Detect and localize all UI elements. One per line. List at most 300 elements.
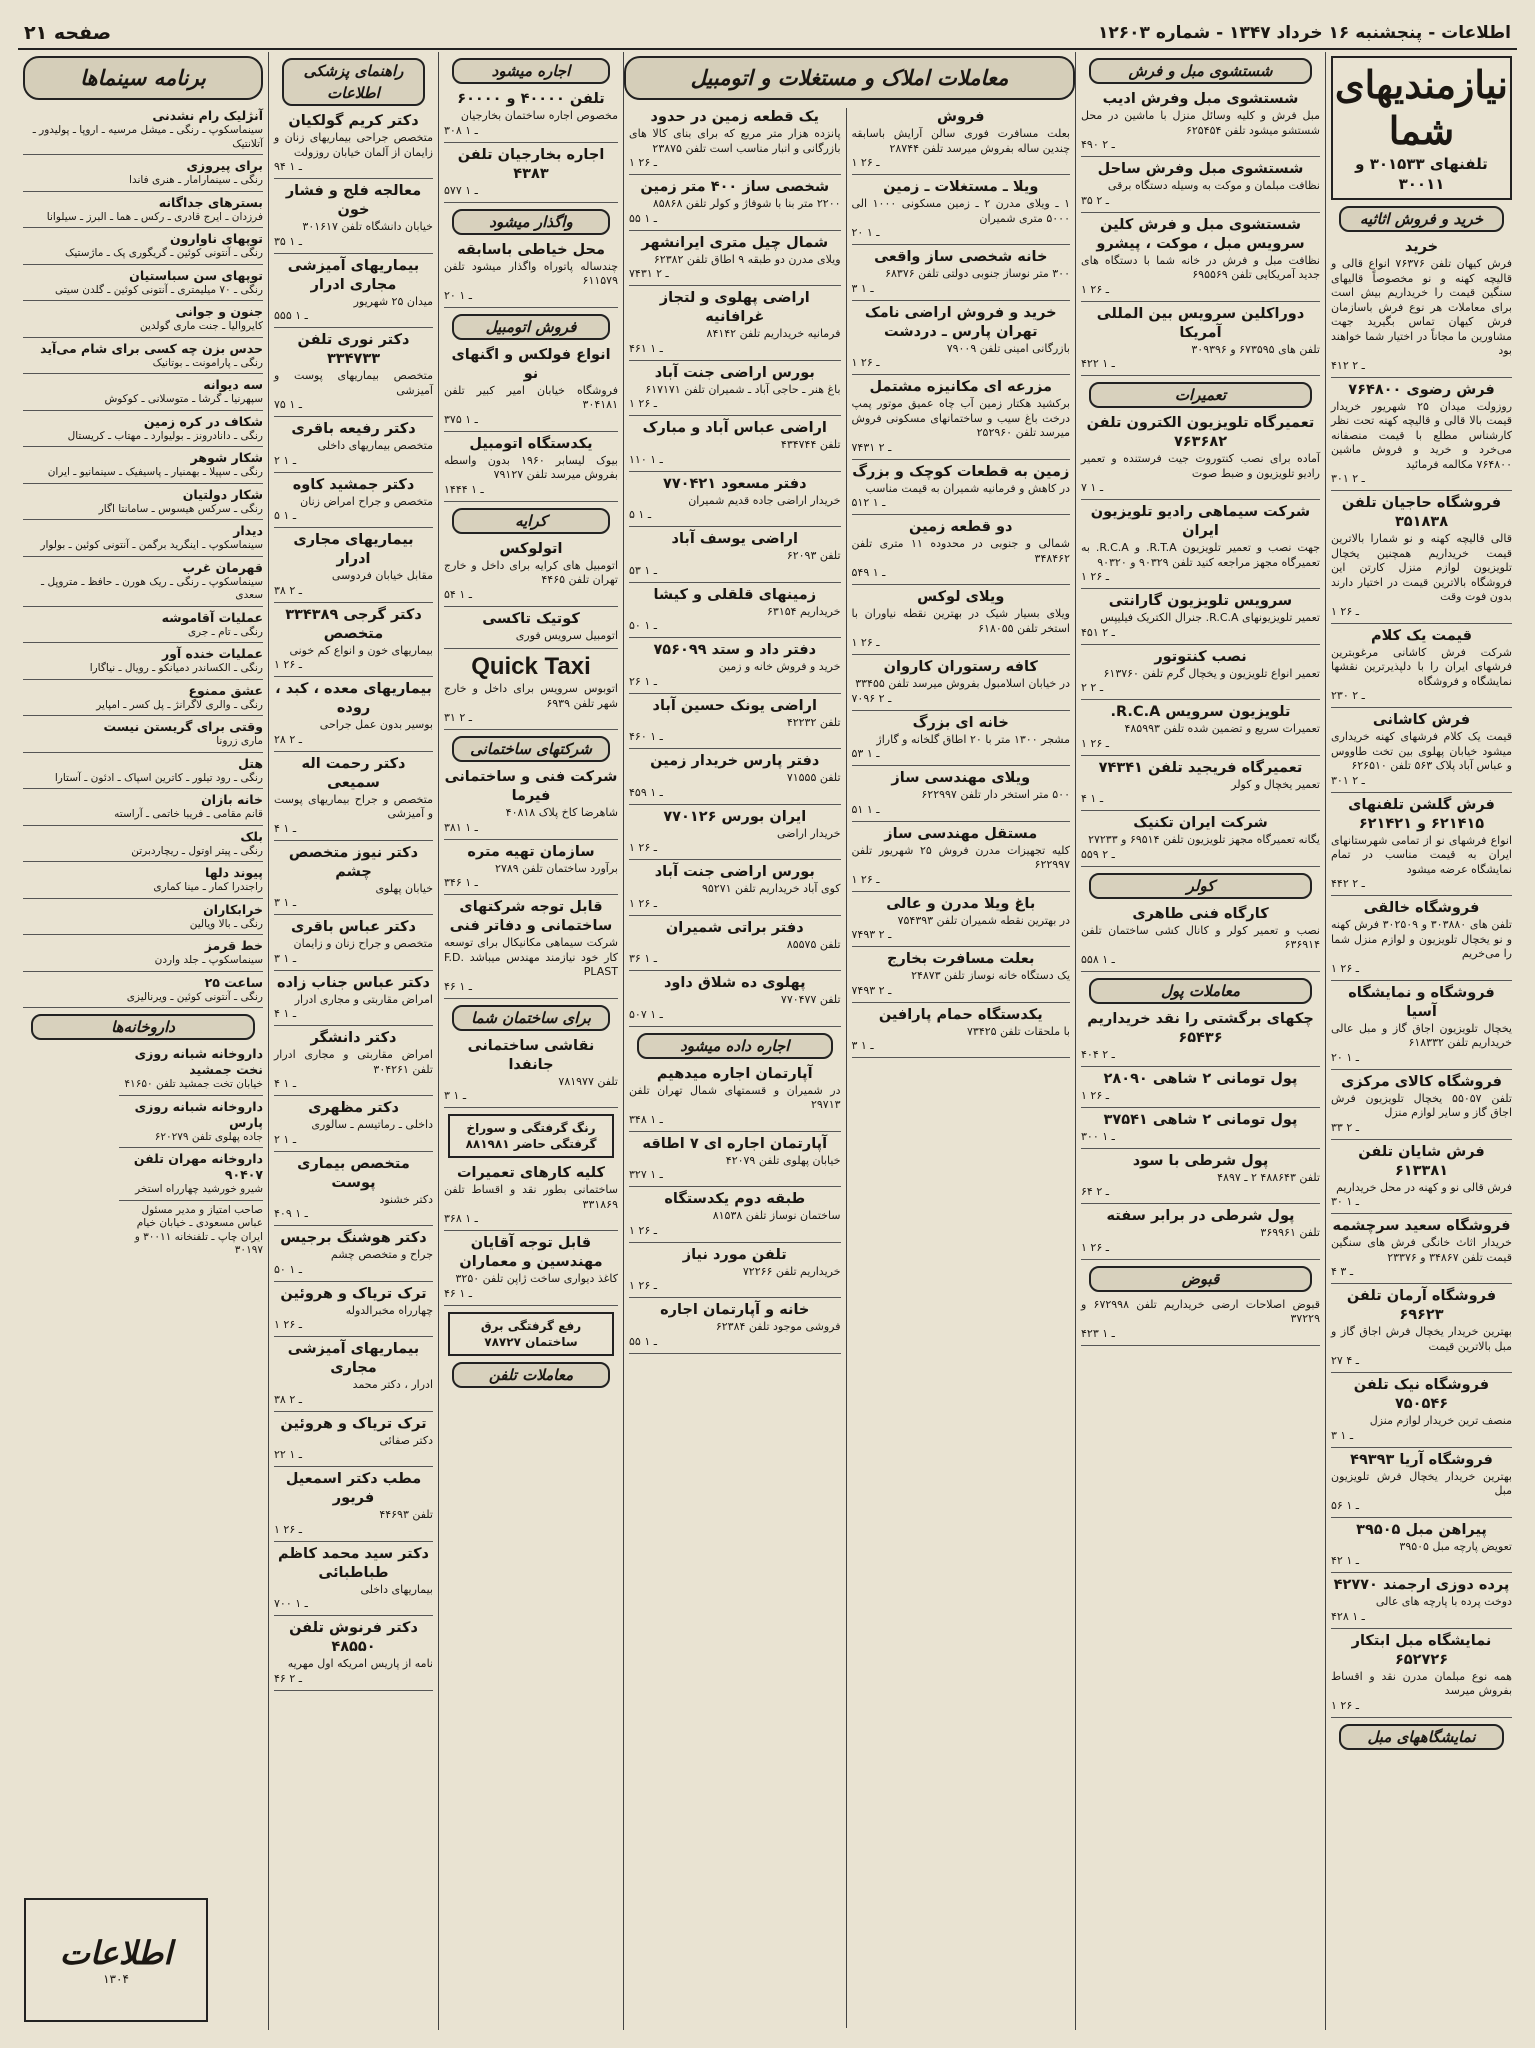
divider bbox=[23, 606, 263, 607]
ad-body: شمالی و جنوبی در محدوده ۱۱ متری تلفن ۳۴۸۴۶۲ bbox=[851, 537, 1070, 565]
ad-body: امراض مقاربتی و مجاری ادرار تلفن ۳۰۴۲۶۱ bbox=[274, 1048, 433, 1076]
ad-code: ۲ ـ ۱ bbox=[274, 1132, 297, 1146]
classified-ad bbox=[444, 843, 618, 890]
divider bbox=[1081, 755, 1320, 756]
classified-ad bbox=[629, 530, 841, 577]
ad-body: ۲۲۰۰ متر بنا با شوفاژ و کولر تلفن ۸۵۸۶۸ bbox=[652, 197, 841, 210]
ad-heading: ویلا ـ مستغلات ـ زمین bbox=[883, 179, 1039, 195]
classified-ad bbox=[1081, 1010, 1320, 1061]
divider bbox=[274, 1466, 433, 1467]
listing-item bbox=[23, 560, 263, 603]
ad-body: شاهرضا کاخ پلاک ۴۰۸۱۸ bbox=[505, 806, 618, 819]
classified-ad bbox=[852, 463, 1070, 510]
ad-body: پانزده هزار متر مربع که برای بنای کالا های بازرگانی و انبار مناسب است تلفن ۲۳۸۷۵ bbox=[629, 127, 841, 155]
ad-heading: فروشگاه خالقی bbox=[1363, 900, 1480, 916]
classified-ad bbox=[444, 682, 618, 724]
ad-code: ۵۵۵ ـ ۱ bbox=[274, 309, 308, 322]
ad-heading: جنون و جوانی bbox=[175, 304, 263, 319]
classified-ad bbox=[1331, 627, 1512, 703]
ad-body: رنگی ـ بالا ویالین bbox=[189, 917, 263, 930]
classified-ad bbox=[1081, 1298, 1320, 1340]
ad-code: ۷۴۳۱ ـ ۲ bbox=[851, 440, 892, 454]
classified-ad bbox=[1331, 984, 1512, 1064]
ad-heading: یکدستگاه حمام پارافین bbox=[878, 1006, 1043, 1023]
classified-ad bbox=[1331, 1287, 1512, 1367]
ad-heading: پول شرطی در برابر سفته bbox=[1106, 1208, 1295, 1224]
ad-code: ۱ ـ ۲۶ bbox=[629, 1223, 657, 1237]
classified-ad bbox=[444, 610, 618, 644]
classified-ad bbox=[274, 1340, 433, 1406]
classified-ad bbox=[1081, 305, 1320, 371]
listing-item bbox=[23, 792, 263, 822]
ad-heading: قیمت یک کلام bbox=[1371, 627, 1472, 644]
ad-body: رنگی ـ الکساندر دمیانکو ـ رویال ـ نیاگارا bbox=[89, 662, 263, 674]
divider bbox=[274, 327, 433, 328]
ad-code: ۷۴۹۳ ـ ۲ bbox=[851, 928, 892, 941]
classified-ad bbox=[1081, 703, 1320, 750]
ad-heading: کلیه کارهای تعمیرات bbox=[456, 1165, 605, 1181]
ad-code: ۴۴۲ ـ ۲ bbox=[1331, 877, 1365, 890]
divider bbox=[444, 1305, 618, 1306]
ad-heading: قابل توجه شرکتهای ساختمانی و دفاتر فنی bbox=[449, 899, 613, 934]
ad-body: سینماسکوپ ـ جلد واردن bbox=[154, 954, 263, 966]
divider bbox=[23, 154, 263, 155]
section-for-rent: اجاره داده میشود bbox=[637, 1033, 833, 1059]
ad-body: ۵۰۰ متر استخر دار تلفن ۶۲۲۹۹۷ bbox=[921, 788, 1070, 801]
columns bbox=[18, 52, 1517, 2030]
section-construction-companies: شرکتهای ساختمانی bbox=[452, 736, 610, 762]
ad-body: متخصص جراحی بیماریهای زنان و زایمان از آلمان خیابان روزولت bbox=[274, 131, 433, 159]
ad-code: ۷۴۹۳ ـ ۲ bbox=[851, 983, 892, 997]
divider bbox=[852, 584, 1070, 585]
classified-ad bbox=[629, 697, 841, 744]
ad-heading: فروشگاه آرمان تلفن ۶۹۶۲۳ bbox=[1346, 1288, 1497, 1323]
classified-ad bbox=[1331, 899, 1512, 975]
listing-item bbox=[23, 487, 263, 517]
divider bbox=[852, 821, 1070, 822]
ad-body: تلفن ۴۴۶۹۳ bbox=[379, 1508, 433, 1521]
ad-body: بهترین خریدار یخچال فرش تلویزیون مبل bbox=[1331, 1469, 1512, 1497]
ad-code: ۲۷ ـ ۴ bbox=[1331, 1354, 1359, 1367]
quick-taxi-logo: Quick Taxi bbox=[471, 653, 591, 680]
ad-body: تلفن ۷۱۵۵۵ bbox=[786, 771, 841, 784]
ad-body: قانم مقامی ـ فریبا خاتمی ـ آراسته bbox=[114, 808, 263, 820]
classified-ad bbox=[852, 1006, 1070, 1053]
ad-code: ۵۵ ـ ۱ bbox=[629, 1334, 657, 1348]
publisher-note bbox=[119, 1204, 263, 1258]
divider bbox=[1081, 588, 1320, 589]
ad-heading: معالجه فلج و فشار خون bbox=[285, 183, 422, 218]
ad-body: قبوض اصلاحات ارضی خریداریم تلفن ۶۷۲۹۹۸ و ۳۷۲۲۹ bbox=[1081, 1297, 1321, 1325]
classified-ad bbox=[629, 1135, 841, 1182]
ad-code: ۵۵۸ ـ ۱ bbox=[1081, 952, 1115, 966]
boxed-ad: رنگ گرفتگی و سوراخ گرفتگی حاضر ۸۸۱۹۸۱ bbox=[448, 1114, 614, 1158]
ad-body: برکشید هکتار زمین آب چاه عمیق موتور پمپ درخت باغ سیب و ساختمانهای مسکونی فروش میرسد تلفن ۲۵۲۹۶۰ bbox=[851, 397, 1070, 439]
ad-heading: مستقل مهندسی ساز bbox=[884, 825, 1038, 842]
ad-code: ۵۰ ـ ۱ bbox=[629, 619, 657, 632]
ad-body: راجندرا کمار ـ مینا کماری bbox=[153, 881, 263, 893]
ad-code: ۵ ـ ۱ bbox=[629, 508, 652, 521]
section-furniture: نمایشگاههای مبل bbox=[1339, 1724, 1504, 1750]
ad-code: ۳۵ ـ ۱ bbox=[274, 234, 302, 248]
ad-heading: پول شرطی با سود bbox=[1132, 1152, 1269, 1169]
classified-ad bbox=[1081, 216, 1320, 296]
ad-code: ۵۳ ـ ۱ bbox=[629, 563, 657, 577]
ad-body: تعمیر انواع تلویزیون و یخچال گرم تلفن ۶۱۳۷۶۰ bbox=[1103, 666, 1320, 680]
classified-ad bbox=[852, 658, 1070, 705]
ad-heading: شستشوی مبل وفرش ادیب bbox=[1102, 91, 1299, 107]
ad-body: متخصص و جراح امراض زنان bbox=[300, 494, 433, 508]
divider bbox=[1331, 895, 1512, 896]
classified-ad bbox=[274, 1155, 433, 1221]
ad-code: ۹۴ ـ ۱ bbox=[274, 160, 302, 173]
section-receipts: قبوض bbox=[1089, 1266, 1312, 1292]
ad-body: یگانه تعمیرگاه مجهز تلویزیون تلفن ۶۹۵۱۴ و ۲۷۲۳۳ bbox=[1088, 833, 1320, 846]
ad-code: ۶۴ ـ ۲ bbox=[1081, 1185, 1109, 1198]
divider bbox=[852, 765, 1070, 766]
ad-code: ۵۱ ـ ۱ bbox=[851, 802, 880, 816]
divider bbox=[629, 748, 841, 749]
classified-ad bbox=[629, 863, 841, 910]
classified-ad bbox=[274, 1619, 433, 1685]
ad-code: ۲ ـ ۲ bbox=[1081, 681, 1104, 694]
classified-ad bbox=[629, 974, 841, 1021]
ad-heading: شکاف در کره زمین bbox=[143, 413, 263, 429]
ad-code: ۱ ـ ۲۶ bbox=[1081, 1088, 1109, 1102]
ad-body: سینماسکوپ ـ رنگی ـ ریک هورن ـ حافظ ـ متروپل ـ سعدی bbox=[41, 575, 263, 601]
classified-ad bbox=[1081, 1111, 1320, 1143]
ad-code: ۵۳ ـ ۱ bbox=[851, 747, 880, 760]
divider bbox=[629, 174, 841, 175]
ad-code: ۳ ـ ۱ bbox=[1331, 1428, 1354, 1442]
classified-ad bbox=[274, 918, 433, 965]
ad-code: ۱ ـ ۲۶ bbox=[851, 156, 880, 169]
classified-ad bbox=[629, 1190, 841, 1237]
ad-heading: محل خیاطی باسابقه bbox=[457, 241, 605, 258]
ad-code: ۵۷۷ ـ ۱ bbox=[444, 183, 478, 197]
ad-heading: دکتر سید محمد کاظم طباطبائی bbox=[278, 1545, 429, 1581]
ad-code: ۱ ـ ۲۶ bbox=[274, 1318, 302, 1331]
ad-body: خریدار اثاث خانگی فرش های سنگین قیمت تلفن ۳۴۸۶۷ و ۲۳۳۷۶ bbox=[1331, 1236, 1512, 1264]
ad-body: نظافت مبلمان و موکت به وسیله دستگاه برقی bbox=[1107, 179, 1320, 192]
ad-heading: حدس بزن چه کسی برای شام می‌آید bbox=[40, 340, 263, 356]
ad-body: رنگی ـ دانادرونز ـ بولیوارد ـ مهتاب ـ کریستال bbox=[67, 429, 263, 442]
classified-ad bbox=[1081, 160, 1320, 207]
divider bbox=[274, 1541, 433, 1542]
ad-body: رنگی ـ آنتونی کوئین ـ ویرنالیزی bbox=[126, 990, 263, 1003]
divider bbox=[1331, 490, 1512, 491]
ad-code: ۳۸ ـ ۲ bbox=[274, 583, 302, 597]
listing-item bbox=[23, 829, 263, 859]
section-wash: شستشوی مبل و فرش bbox=[1089, 58, 1312, 84]
divider bbox=[629, 1242, 841, 1243]
ad-heading: دفتر پارس خریدار زمین bbox=[650, 753, 820, 769]
ad-body: خیابان پهلوی تلفن ۴۲۰۷۹ bbox=[725, 1153, 841, 1167]
ad-body: مخصوص اجاره ساختمان بخارجیان bbox=[460, 109, 618, 122]
ad-body: جراح و متخصص چشم bbox=[330, 1248, 433, 1261]
ad-heading: ساعت ۲۵ bbox=[204, 974, 263, 990]
ad-heading: یکدستگاه اتومبیل bbox=[469, 435, 593, 452]
ad-code: ۳۲۷ ـ ۱ bbox=[629, 1168, 663, 1181]
classified-ad bbox=[274, 112, 433, 173]
ad-body: خریدار اراضی جاده قدیم شمیران bbox=[688, 493, 841, 507]
ad-heading: آپارتمان اجاره ای ۷ اطاقه bbox=[642, 1135, 828, 1152]
ad-heading: دکتر عباس باقری bbox=[291, 919, 416, 935]
ad-heading: پهلوی ده شلاق داود bbox=[663, 975, 806, 991]
section-car-sale: فروش اتومبیل bbox=[452, 314, 610, 340]
ad-code: ۲۰ ـ ۱ bbox=[1331, 1050, 1359, 1064]
ad-body: خیابان دانشگاه تلفن ۳۰۱۶۱۷ bbox=[302, 220, 433, 233]
ad-code: ۵۶ ـ ۱ bbox=[1331, 1498, 1359, 1512]
divider bbox=[629, 526, 841, 527]
classified-ad bbox=[852, 825, 1070, 886]
ad-heading: شرکت فنی و ساختمانی فیرما bbox=[444, 769, 618, 804]
ad-body: جهت نصب و تعمیر تلویزیون R.T.A. و R.C.A. به تعمیرگاه مجهز مراجعه کنید تلفن ۹۰۳۲۹ و ۹۰۳۲۰ bbox=[1081, 541, 1321, 569]
ad-heading: بیماریهای آمیزشی مجاری ادرار bbox=[287, 257, 420, 293]
divider bbox=[23, 300, 263, 301]
divider bbox=[23, 446, 263, 447]
ad-heading: بورس اراضی جنت آباد bbox=[654, 864, 815, 880]
divider bbox=[119, 1095, 263, 1096]
ad-heading: فروشگاه آریا ۴۹۳۹۳ bbox=[1350, 1451, 1493, 1468]
ad-body: چهارراه مخبرالدوله bbox=[345, 1303, 433, 1317]
listing-item bbox=[23, 646, 263, 676]
ad-body: نامه از پاریس امریکه اول مهریه bbox=[287, 1657, 433, 1670]
ad-code: ۳ ـ ۱ bbox=[274, 896, 297, 909]
ad-body: میدان ۲۵ شهریور bbox=[353, 294, 433, 308]
ad-code: ۴ ـ ۱ bbox=[274, 1077, 297, 1090]
ad-body: شرکت فرش کاشانی مرغوبترین فرشهای ایران را با دلپذیرترین نقشها نمایشگاه و فروشگاه bbox=[1331, 645, 1512, 688]
classified-ad bbox=[629, 475, 841, 522]
ad-heading: دکتر گرجی ۳۳۴۳۸۹ متخصص bbox=[285, 606, 422, 642]
ad-heading: آپارتمان اجاره میدهیم bbox=[656, 1065, 813, 1082]
classified-ad bbox=[274, 331, 433, 411]
ad-body: شیرو خورشید چهارراه استخر bbox=[135, 1183, 263, 1195]
ad-heading: دکتر رفیعه باقری bbox=[291, 421, 416, 437]
cinema-banner: برنامه سینماها bbox=[23, 56, 263, 100]
divider bbox=[852, 891, 1070, 892]
ad-body: تلفن ۵۵۰۵۷ یخچال تلویزیون فرش اجاق گاز و سایر لوازم منزل bbox=[1331, 1091, 1512, 1119]
ad-code: ۵۴۹ ـ ۱ bbox=[851, 566, 886, 579]
divider bbox=[23, 642, 263, 643]
ad-body: متخصص بیماریهای پوست و آمیزشی bbox=[274, 369, 433, 397]
masthead bbox=[18, 18, 1517, 50]
ad-code: ۳۰ ـ ۱ bbox=[1331, 1195, 1359, 1208]
ad-heading: توپهای ناوارون bbox=[169, 231, 263, 246]
section-cooler: کولر bbox=[1089, 873, 1312, 899]
classified-ad bbox=[629, 364, 841, 411]
divider bbox=[274, 1411, 433, 1412]
classified-ad bbox=[852, 248, 1070, 295]
ad-heading: اراضی یوسف آباد bbox=[671, 531, 798, 547]
ad-heading: پیراهن مبل ۳۹۵۰۵ bbox=[1356, 1521, 1487, 1538]
classified-ad bbox=[1081, 592, 1320, 639]
ad-code: ۳۵ ـ ۲ bbox=[1081, 193, 1109, 207]
divider bbox=[23, 934, 263, 935]
listing-item bbox=[23, 108, 263, 151]
ad-code: ۱۴۴۴ ـ ۱ bbox=[444, 482, 484, 496]
ad-heading: دکتر نیوز متخصص چشم bbox=[288, 844, 419, 880]
divider bbox=[444, 307, 618, 308]
ad-heading: فروشگاه سعید سرچشمه bbox=[1332, 1218, 1511, 1234]
listing-item bbox=[23, 610, 263, 640]
classified-ad bbox=[274, 1470, 433, 1536]
logo-title: اطلاعات bbox=[59, 1934, 173, 1972]
ad-heading: نقاشی ساختمانی جانفدا bbox=[467, 1037, 595, 1073]
ad-list bbox=[629, 108, 841, 1027]
ad-heading: ترک تریاک و هروئین bbox=[280, 1285, 427, 1302]
divider bbox=[444, 606, 618, 607]
divider bbox=[274, 1151, 433, 1152]
section-buy-sell: خرید و فروش اثاثیه bbox=[1339, 206, 1504, 232]
ad-body: دکتر خشنود bbox=[379, 1192, 433, 1206]
ad-heading: دکتر جمشید کاوه bbox=[292, 476, 415, 493]
classified-ad bbox=[629, 289, 841, 355]
ad-heading: فرش گلشن تلفنهای ۶۲۱۴۱۵ و ۶۲۱۴۲۱ bbox=[1348, 796, 1495, 832]
ad-heading: کارگاه فنی طاهری bbox=[1132, 905, 1269, 922]
listing-item bbox=[23, 938, 263, 968]
listing-item bbox=[23, 719, 263, 749]
divider bbox=[629, 415, 841, 416]
classified-ad bbox=[274, 1415, 433, 1462]
classified-ad bbox=[1331, 1632, 1512, 1712]
divider bbox=[444, 142, 618, 143]
classified-ad bbox=[629, 108, 841, 169]
listing-item bbox=[23, 304, 263, 334]
ad-heading: کافه رستوران کاروان bbox=[883, 659, 1038, 675]
ad-heading: بسترهای جداگانه bbox=[158, 194, 263, 210]
classified-ad bbox=[444, 241, 618, 302]
divider bbox=[629, 693, 841, 694]
classified-ad bbox=[852, 378, 1070, 454]
ad-body: ویلای مدرن دو طبقه ۹ اطاق تلفن ۶۲۳۸۲ bbox=[653, 252, 841, 266]
ad-heading: ترک تریاک و هروئین bbox=[280, 1415, 427, 1432]
ad-code: ۴۲۲ ـ ۱ bbox=[1081, 357, 1115, 370]
ad-list bbox=[444, 346, 618, 502]
ad-body: روزولت میدان ۲۵ شهریور خریدار قیمت بالا قالی و قالیچه کهنه تحت نظر کارشناس مطلع با قیمت منصفانه می‌خرد و خرید و فروش ماشین ۷۶۴۸۰۰ مکالمه فرمائید bbox=[1331, 399, 1513, 471]
divider bbox=[274, 602, 433, 603]
ad-code: ۳۰۱ ـ ۲ bbox=[1331, 773, 1365, 787]
ad-code: ۲۸ ـ ۲ bbox=[274, 732, 302, 746]
ad-body: باغ هنر ـ حاجی آباد ـ شمیران تلفن ۶۱۷۱۷۱ bbox=[645, 382, 841, 396]
ad-code: ۳۶ ـ ۱ bbox=[629, 952, 657, 965]
classified-ad bbox=[852, 895, 1070, 942]
ad-heading: شخصی ساز ۴۰۰ متر زمین bbox=[640, 179, 830, 195]
ad-heading: دکتر مظهری bbox=[308, 1100, 399, 1116]
ad-body: بیماریهای خون و انواع کم خونی bbox=[289, 643, 433, 657]
ad-list bbox=[444, 241, 618, 308]
ad-body: ۳۰۰ متر نوساز جنوبی دولتی تلفن ۶۸۳۷۶ bbox=[885, 267, 1070, 280]
divider bbox=[629, 360, 841, 361]
ad-body: کوی آباد خریداریم تلفن ۹۵۲۷۱ bbox=[701, 882, 841, 895]
divider bbox=[852, 244, 1070, 245]
ad-heading: قابل توجه آقایان مهندسین و معماران bbox=[459, 1235, 603, 1270]
ad-heading: فرش رضوی ۷۶۴۸۰۰ bbox=[1348, 381, 1495, 398]
divider bbox=[1331, 1572, 1512, 1573]
ettelaat-logo bbox=[24, 1898, 208, 2022]
ad-body: چندساله پاتوراه واگذار میشود تلفن ۶۱۱۵۷۹ bbox=[444, 259, 618, 287]
ad-heading: بیماریهای مجاری ادرار bbox=[293, 532, 414, 567]
ad-body: تلفن ۴۸۸۶۴۳ ۲ ـ ۴۸۹۷ bbox=[1217, 1170, 1320, 1184]
classified-ad bbox=[444, 346, 618, 426]
divider bbox=[629, 1353, 841, 1354]
ad-heading: بیماریهای آمیزشی مجاری bbox=[287, 1341, 420, 1376]
classified-ad bbox=[274, 1029, 433, 1090]
classified-ad bbox=[444, 146, 618, 197]
divider bbox=[629, 915, 841, 916]
ad-code: ۱ ـ ۲۶ bbox=[1081, 1240, 1109, 1254]
boxed-ad-electric: رفع گرفتگی برق ساختمان ۷۸۷۲۷ bbox=[448, 1312, 614, 1356]
ad-heading: شکار شوهر bbox=[190, 450, 263, 465]
ad-body: تعمیر یخچال و کولر bbox=[1231, 777, 1320, 791]
ad-code: ۱ ـ ۲۶ bbox=[1081, 282, 1109, 296]
divider bbox=[23, 337, 263, 338]
classified-ad bbox=[1331, 711, 1512, 787]
ad-heading: دکتر کریم گولکیان bbox=[288, 113, 419, 129]
classified-ad bbox=[444, 90, 618, 137]
classified-ad bbox=[629, 752, 841, 799]
ad-code: ۴۲۸ ـ ۱ bbox=[1331, 1609, 1365, 1623]
listing-item bbox=[119, 1099, 263, 1145]
listing-item bbox=[23, 523, 263, 553]
classified-ad bbox=[1331, 1576, 1512, 1623]
divider bbox=[23, 752, 263, 753]
ad-code: ۳ ـ ۱ bbox=[851, 281, 874, 295]
ad-body: خیابان تخت جمشید تلفن ۴۱۶۵۰ bbox=[124, 1078, 263, 1090]
ad-heading: دفتر مسعود ۷۷۰۴۲۱ bbox=[662, 475, 807, 492]
divider bbox=[23, 373, 263, 374]
section-rent-wanted: اجاره میشود bbox=[452, 58, 610, 84]
classified-ad bbox=[852, 518, 1070, 579]
classified-ad bbox=[852, 714, 1070, 761]
divider bbox=[1331, 1283, 1512, 1284]
divider bbox=[852, 710, 1070, 711]
divider bbox=[1081, 810, 1320, 811]
ad-body: فروشگاه خیابان امیر کبیر تلفن ۳۰۴۱۸۱ bbox=[444, 383, 618, 411]
classified-ad bbox=[1081, 1207, 1320, 1254]
ad-body: ادرار ، دکتر محمد bbox=[352, 1378, 433, 1391]
classified-ad bbox=[1331, 1451, 1512, 1512]
classified-ad bbox=[444, 1164, 618, 1225]
divider bbox=[852, 946, 1070, 947]
listing-item bbox=[23, 377, 263, 407]
classified-ad bbox=[444, 540, 618, 601]
divider bbox=[274, 1025, 433, 1026]
ad-code: ۱ ـ ۲۶ bbox=[629, 156, 657, 169]
classified-ad bbox=[629, 1246, 841, 1293]
logo-year: ۱۳۰۴ bbox=[103, 1972, 129, 1986]
classified-ad bbox=[444, 1234, 618, 1300]
classified-ad bbox=[274, 844, 433, 910]
column-services bbox=[1075, 52, 1325, 2030]
divider bbox=[444, 431, 618, 432]
ad-body: مشجر ۱۳۰۰ متر با ۲۰ اطاق گلخانه و گاراژ bbox=[876, 732, 1070, 746]
ad-heading: پیوند دلها bbox=[205, 865, 263, 880]
ad-code: ۱ ـ ۲۶ bbox=[1081, 736, 1109, 750]
section-transfer: واگذار میشود bbox=[452, 209, 610, 235]
ad-code: ۳۱ ـ ۲ bbox=[444, 711, 472, 724]
ad-code: ۱ ـ ۲۶ bbox=[851, 636, 880, 649]
ad-code: ۴ ـ ۱ bbox=[274, 1007, 297, 1020]
ad-heading: بورس اراضی جنت آباد bbox=[654, 364, 815, 381]
column-classifieds-intro bbox=[1325, 52, 1517, 2030]
ad-body: خرید و فروش خانه و زمین bbox=[718, 660, 841, 673]
divider bbox=[1081, 375, 1320, 376]
ad-body: دوخت پرده با پارچه های عالی bbox=[1375, 1595, 1512, 1608]
divider bbox=[1081, 1203, 1320, 1204]
ad-body: تلفن ۷۸۱۹۷۷ bbox=[558, 1074, 618, 1088]
divider bbox=[1331, 1139, 1512, 1140]
